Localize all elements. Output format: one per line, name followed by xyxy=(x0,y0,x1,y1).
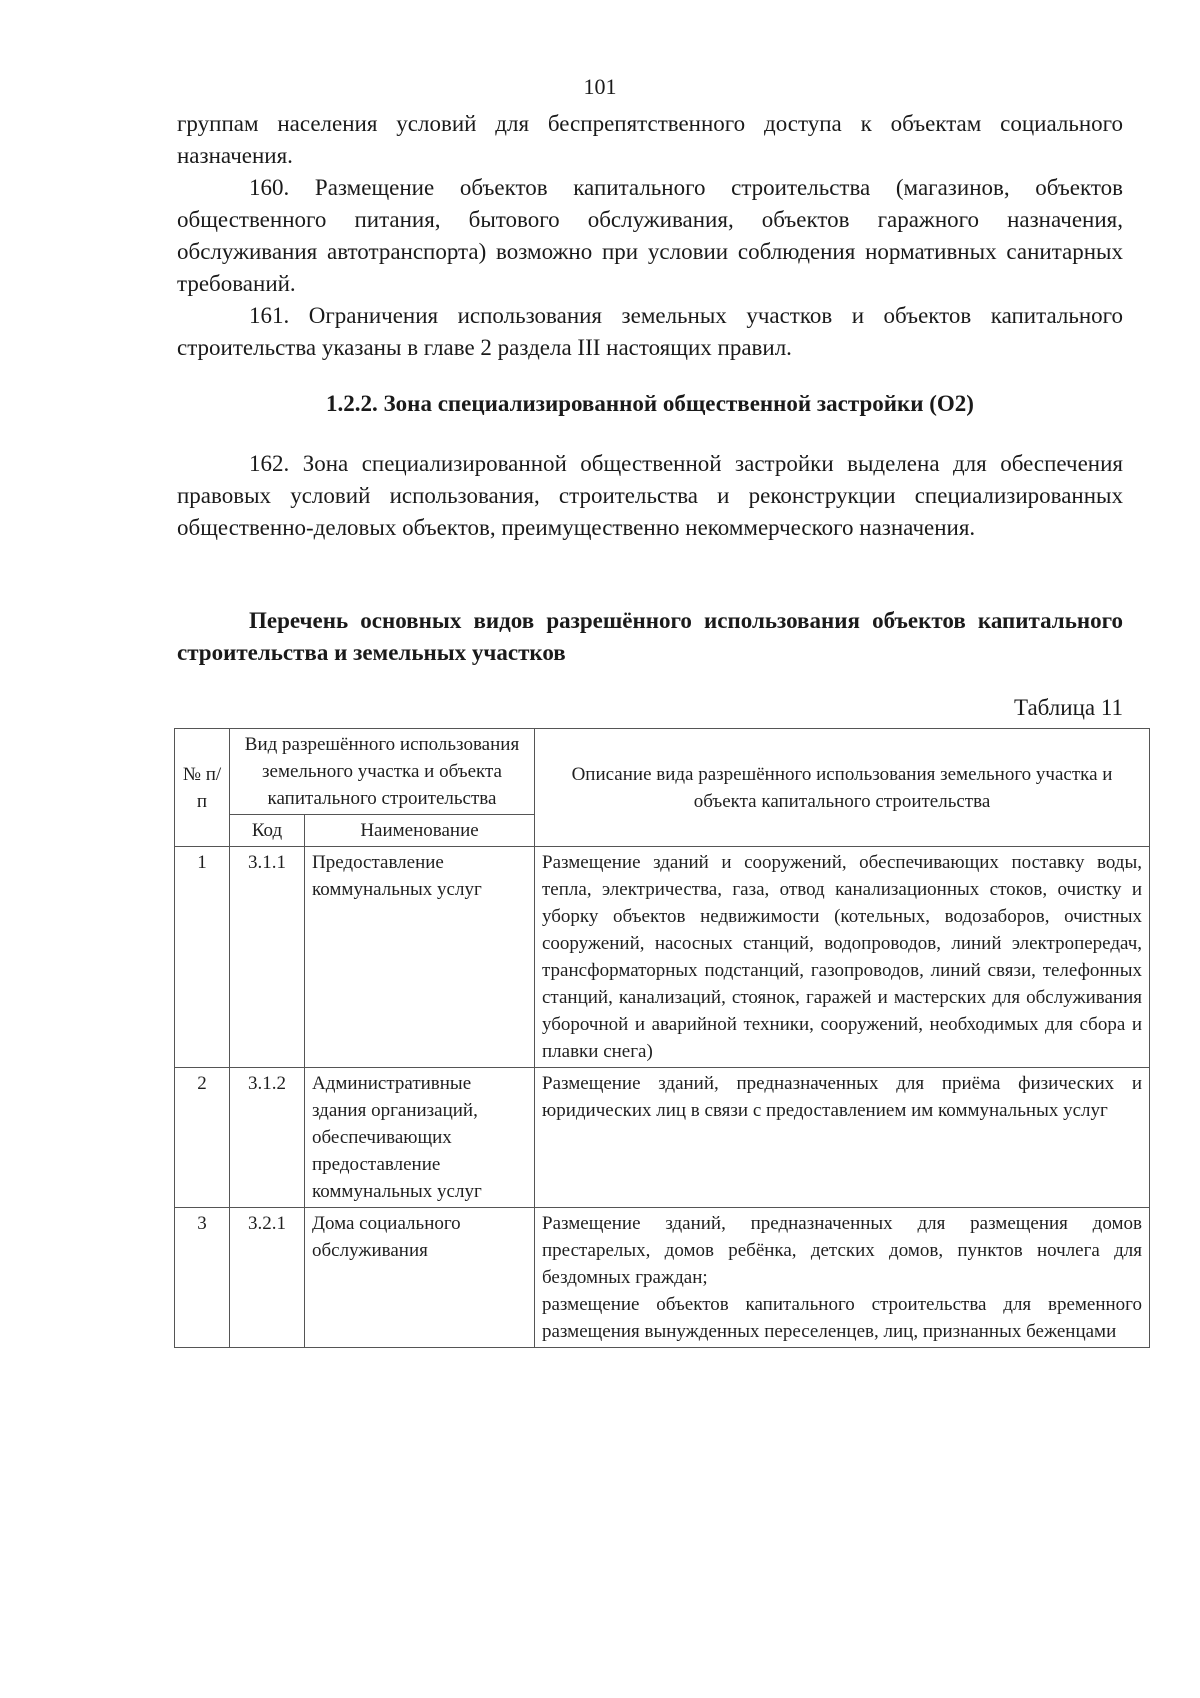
cell-code: 3.1.1 xyxy=(230,847,305,1068)
cell-name: Дома социального обслуживания xyxy=(305,1208,535,1348)
table-label: Таблица 11 xyxy=(1013,695,1123,720)
cell-desc-part: Размещение зданий, предназначенных для размещения домов престарелых, домов ребёнка, детских домов, пунктов ночлега для бездомных граждан; xyxy=(542,1213,1142,1288)
cell-name: Административные здания организаций, обеспечивающих предоставление коммунальных услуг xyxy=(305,1068,535,1208)
cell-desc-part: размещение объектов капитального строительства для временного размещения вынужденных переселенцев, лиц, признанных беженцами xyxy=(542,1294,1142,1342)
paragraph-161: 161. Ограничения использования земельных участков и объектов капитального строительства указаны в главе 2 раздела III настоящих правил. xyxy=(177,303,1123,360)
header-desc: Описание вида разрешённого использования земельного участка и объекта капитального строительства xyxy=(535,729,1150,847)
header-kind: Вид разрешённого использования земельного участка и объекта капитального строительства xyxy=(230,729,535,815)
cell-code: 3.2.1 xyxy=(230,1208,305,1348)
table-row xyxy=(175,847,1150,1068)
paragraph-162: 162. Зона специализированной общественной застройки выделена для обеспечения правовых условий использования, строительства и реконструкции специализированных общественно-деловых объектов, преимущественно некоммерческого назначения. xyxy=(177,451,1123,540)
permitted-use-table xyxy=(174,728,1150,1348)
header-code: Код xyxy=(230,815,305,847)
header-name: Наименование xyxy=(305,815,535,847)
page-number: 101 xyxy=(583,74,617,99)
table-header-row xyxy=(175,729,1150,815)
cell-num: 1 xyxy=(175,847,230,1068)
cell-code: 3.1.2 xyxy=(230,1068,305,1208)
cell-num: 2 xyxy=(175,1068,230,1208)
list-heading: Перечень основных видов разрешённого использования объектов капитального строительства и земельных участков xyxy=(177,608,1123,665)
table-row xyxy=(175,1068,1150,1208)
cell-num: 3 xyxy=(175,1208,230,1348)
paragraph-continuation: группам населения условий для беспрепятственного доступа к объектам социального назначения. xyxy=(177,111,1123,168)
cell-desc: Размещение зданий, предназначенных для приёма физических и юридических лиц в связи с предоставлением им коммунальных услуг xyxy=(535,1068,1150,1208)
paragraph-160: 160. Размещение объектов капитального строительства (магазинов, объектов общественного питания, бытового обслуживания, объектов гаражного назначения, обслуживания автотранспорта) возможно при условии соблюдения нормативных санитарных требований. xyxy=(177,175,1123,296)
header-num: № п/п xyxy=(175,729,230,847)
cell-name: Предоставление коммунальных услуг xyxy=(305,847,535,1068)
cell-desc: Размещение зданий и сооружений, обеспечивающих поставку воды, тепла, электричества, газа, отвод канализационных стоков, очистку и уборку объектов недвижимости (котельных, водозаборов, очистных сооружений, насосных станций, водопроводов, линий электропередач, трансформаторных подстанций, газопроводов, линий связи, телефонных станций, канализаций, стоянок, гаражей и мастерских для обслуживания уборочной и аварийной техники, сооружений, необходимых для сбора и плавки снега) xyxy=(535,847,1150,1068)
cell-desc xyxy=(535,1208,1150,1348)
section-heading: 1.2.2. Зона специализированной общественной застройки (О2) xyxy=(326,391,974,416)
table-row xyxy=(175,1208,1150,1348)
